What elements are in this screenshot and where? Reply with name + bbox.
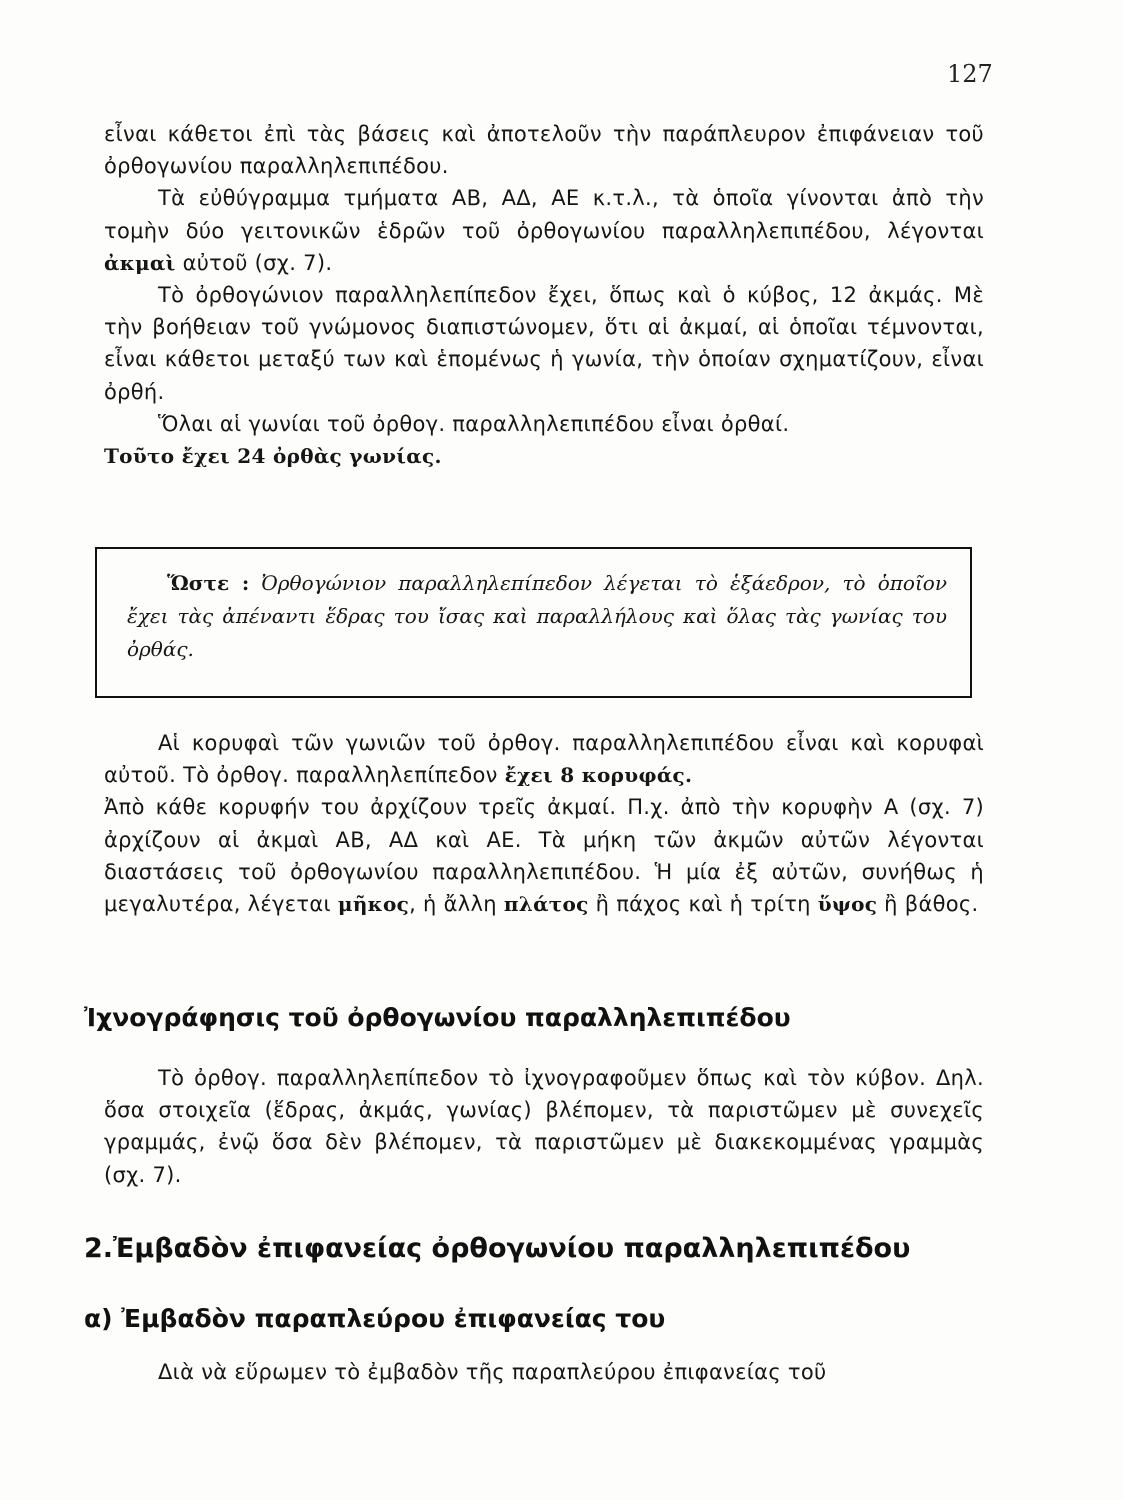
paragraph-dimensions — [104, 791, 984, 920]
text-run: Τὰ εὐθύγραμμα τμήματα ΑΒ, ΑΔ, ΑΕ κ.τ.λ., τὰ ὁποῖα γίνονται ἀπὸ τὴν τομὴν δύο γειτονικῶν ἑδρῶν τοῦ ὀρθογωνίου παραλληλεπιπέδου, λέγονται — [104, 186, 984, 243]
paragraph-lateral-intro: Διὰ νὰ εὕρωμεν τὸ ἐμβαδὸν τῆς παραπλεύρου ἐπιφανείας τοῦ — [158, 1360, 827, 1384]
statement-8-vertices: ἔχει 8 κορυφάς. — [504, 763, 693, 788]
text-run: Ἀπὸ κάθε κορυφήν του ἀρχίζουν τρεῖς ἀκμαί. Π.χ. ἀπὸ τὴν κορυφὴν Α (σχ. 7) ἀρχίζουν αἱ ἀκμαὶ ΑΒ, ΑΔ καὶ ΑΕ. Τὰ μήκη τῶν ἀκμῶν αὐτῶν λέγονται διαστάσεις τοῦ ὀρθογωνίου παραλληλεπιπέδου. Ἡ μία ἐξ αὐτῶν, συνήθως ἡ μεγαλυτέρα, λέγεται — [104, 795, 984, 917]
paragraph-twelve-edges: Τὸ ὀρθογώνιον παραλληλεπίπεδον ἔχει, ὅπως καὶ ὁ κύβος, 12 ἀκμάς. Μὲ τὴν βοήθειαν τοῦ γνώμονος διαπιστώνομεν, ὅτι αἱ ἀκμαί, αἱ ὁποῖαι τέμνονται, εἶναι κάθετοι μεταξύ των καὶ ἑπομένως ἡ γωνία, τὴν ὁποίαν σχηματίζουν, εἶναι ὀρθή. — [104, 283, 984, 404]
paragraph-24-angles — [104, 440, 984, 472]
text-run: αὐτοῦ (σχ. 7). — [175, 250, 333, 275]
term-width: πλάτος — [503, 892, 589, 917]
text-run: Αἱ κορυφαὶ τῶν γωνιῶν τοῦ ὀρθογ. παραλληλεπιπέδου εἶναι καὶ κορυφαὶ αὐτοῦ. Τὸ ὀρθογ. παραλληλεπίπεδον — [104, 731, 984, 788]
text-run: ἢ πάχος καὶ ἡ τρίτη — [588, 892, 818, 917]
page-number: 127 — [947, 60, 993, 88]
heading-surface-area: 2.Ἐμβαδὸν ἐπιφανείας ὀρθογωνίου παραλληλεπιπέδου — [84, 1233, 911, 1264]
paragraph-drawing: Τὸ ὀρθογ. παραλληλεπίπεδον τὸ ἰχνογραφοῦμεν ὅπως καὶ τὸν κύβον. Δηλ. ὅσα στοιχεῖα (ἕδρας, ἀκμάς, γωνίας) βλέπομεν, τὰ παριστῶμεν μὲ συνεχεῖς γραμμάς, ἐνῷ ὅσα δὲν βλέπομεν, τὰ παριστῶμεν μὲ διακεκομμένας γραμμὰς (σχ. 7). — [104, 1066, 984, 1187]
text-block-drawing — [104, 1062, 984, 1191]
text-run: ἢ βάθος. — [877, 892, 979, 917]
term-height: ὕψος — [817, 892, 878, 917]
paragraph-vertices — [104, 727, 984, 791]
paragraph-edges — [104, 182, 984, 279]
heading-lateral-area: α) Ἐμβαδὸν παραπλεύρου ἐπιφανείας του — [84, 1304, 666, 1333]
term-edges: ἀκμαὶ — [104, 250, 176, 275]
text-block-edges — [104, 118, 984, 472]
definition-lead: Ὥστε : — [167, 571, 250, 595]
definition-text — [127, 567, 947, 666]
text-block-lateral — [104, 1356, 984, 1388]
paragraph-lateral-surface: εἶναι κάθετοι ἐπὶ τὰς βάσεις καὶ ἀποτελοῦν τὴν παράπλευρον ἐπιφάνειαν τοῦ ὀρθογωνίου παραλληλεπιπέδου. — [104, 122, 984, 179]
heading-ichnography: Ἰχνογράφησις τοῦ ὀρθογωνίου παραλληλεπιπέδου — [84, 1003, 791, 1032]
definition-body: Ὀρθογώνιον παραλληλεπίπεδον λέγεται τὸ ἑξάεδρον, τὸ ὁποῖον ἔχει τὰς ἀπέναντι ἕδρας του ἴσας καὶ παραλλήλους καὶ ὅλας τὰς γωνίας του ὀρθάς. — [127, 571, 947, 661]
definition-box — [95, 547, 972, 698]
text-run: , ἡ ἄλλη — [409, 892, 504, 917]
statement-24-right-angles: Τοῦτο ἔχει 24 ὀρθὰς γωνίας. — [104, 444, 442, 469]
paragraph-right-angles: Ὅλαι αἱ γωνίαι τοῦ ὀρθογ. παραλληλεπιπέδου εἶναι ὀρθαί. — [158, 411, 790, 436]
text-block-vertices — [104, 727, 984, 920]
term-length: μῆκος — [337, 892, 410, 917]
